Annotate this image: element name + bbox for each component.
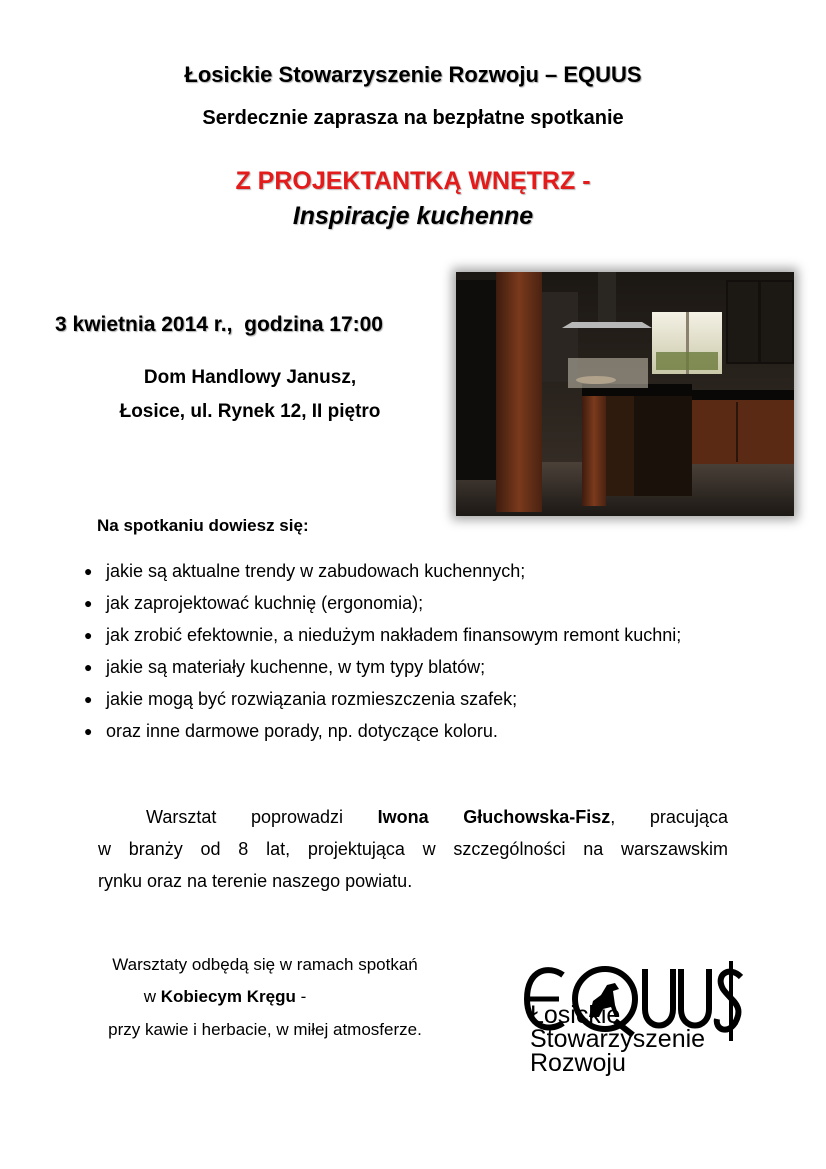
workshop-line-1: [98, 801, 728, 833]
event-headline: Z PROJEKTANTKĄ WNĘTRZ -: [235, 167, 591, 195]
list-item: [84, 688, 681, 720]
topic-text: jakie mogą być rozwiązania rozmieszczenia szafek;: [106, 689, 518, 709]
topic-text: oraz inne darmowe porady, np. dotyczące koloru.: [106, 721, 498, 741]
topic-text: jak zrobić efektownie, a niedużym nakładem finansowym remont kuchni;: [106, 625, 682, 645]
workshop-line-3: rynku oraz na terenie naszego powiatu.: [98, 871, 413, 891]
list-item: [84, 720, 681, 752]
event-date-time: 3 kwietnia 2014 r., godzina 17:00: [55, 313, 383, 336]
workshop-paragraph: [98, 801, 728, 897]
invitation-line: Serdecznie zaprasza na bezpłatne spotkanie: [202, 107, 624, 129]
closing-line-2: [60, 987, 390, 1007]
bullet-icon: ●: [84, 659, 93, 675]
closing-line-3: przy kawie i herbacie, w miłej atmosferze.: [108, 1020, 422, 1039]
list-item: [84, 560, 681, 592]
list-item: [84, 592, 681, 624]
venue-address: Łosice, ul. Rynek 12, II piętro: [119, 401, 381, 422]
workshop-line-2: w branży od 8 lat, projektująca w szczególności na warszawskim: [98, 839, 728, 859]
logo-line-1: Łosickie: [530, 1001, 621, 1029]
closing-suffix: -: [300, 987, 307, 1006]
workshop-intro: Warsztat poprowadzi: [146, 807, 344, 827]
topics-list: [84, 560, 681, 752]
venue-name: Dom Handlowy Janusz,: [143, 367, 357, 388]
closing-prefix: w: [143, 987, 157, 1006]
workshop-line1-end: , pracująca: [610, 807, 728, 827]
bullet-icon: ●: [84, 627, 93, 643]
logo-line-2: Stowarzyszenie: [530, 1025, 706, 1053]
topic-text: jakie są materiały kuchenne, w tym typy blatów;: [106, 657, 486, 677]
kitchen-photo-icon: [456, 272, 794, 516]
topic-text: jak zaprojektować kuchnię (ergonomia);: [106, 593, 424, 613]
workshop-leader: Iwona Głuchowska-Fisz: [377, 807, 611, 827]
list-item: [84, 656, 681, 688]
learn-heading: Na spotkaniu dowiesz się:: [97, 516, 309, 535]
closing-line-1: Warsztaty odbędą się w ramach spotkań: [112, 955, 418, 974]
bullet-icon: ●: [84, 563, 93, 579]
list-item: [84, 624, 681, 656]
kitchen-photo: [456, 272, 794, 516]
event-subheadline: Inspiracje kuchenne: [292, 202, 534, 230]
organization-title: Łosickie Stowarzyszenie Rozwoju – EQUUS: [184, 62, 642, 87]
logo-line-3: Rozwoju: [530, 1049, 626, 1077]
bullet-icon: ●: [84, 723, 93, 739]
bullet-icon: ●: [84, 595, 93, 611]
bullet-icon: ●: [84, 691, 93, 707]
topic-text: jakie są aktualne trendy w zabudowach kuchennych;: [106, 561, 526, 581]
closing-bold: Kobiecym Kręgu: [160, 987, 296, 1006]
